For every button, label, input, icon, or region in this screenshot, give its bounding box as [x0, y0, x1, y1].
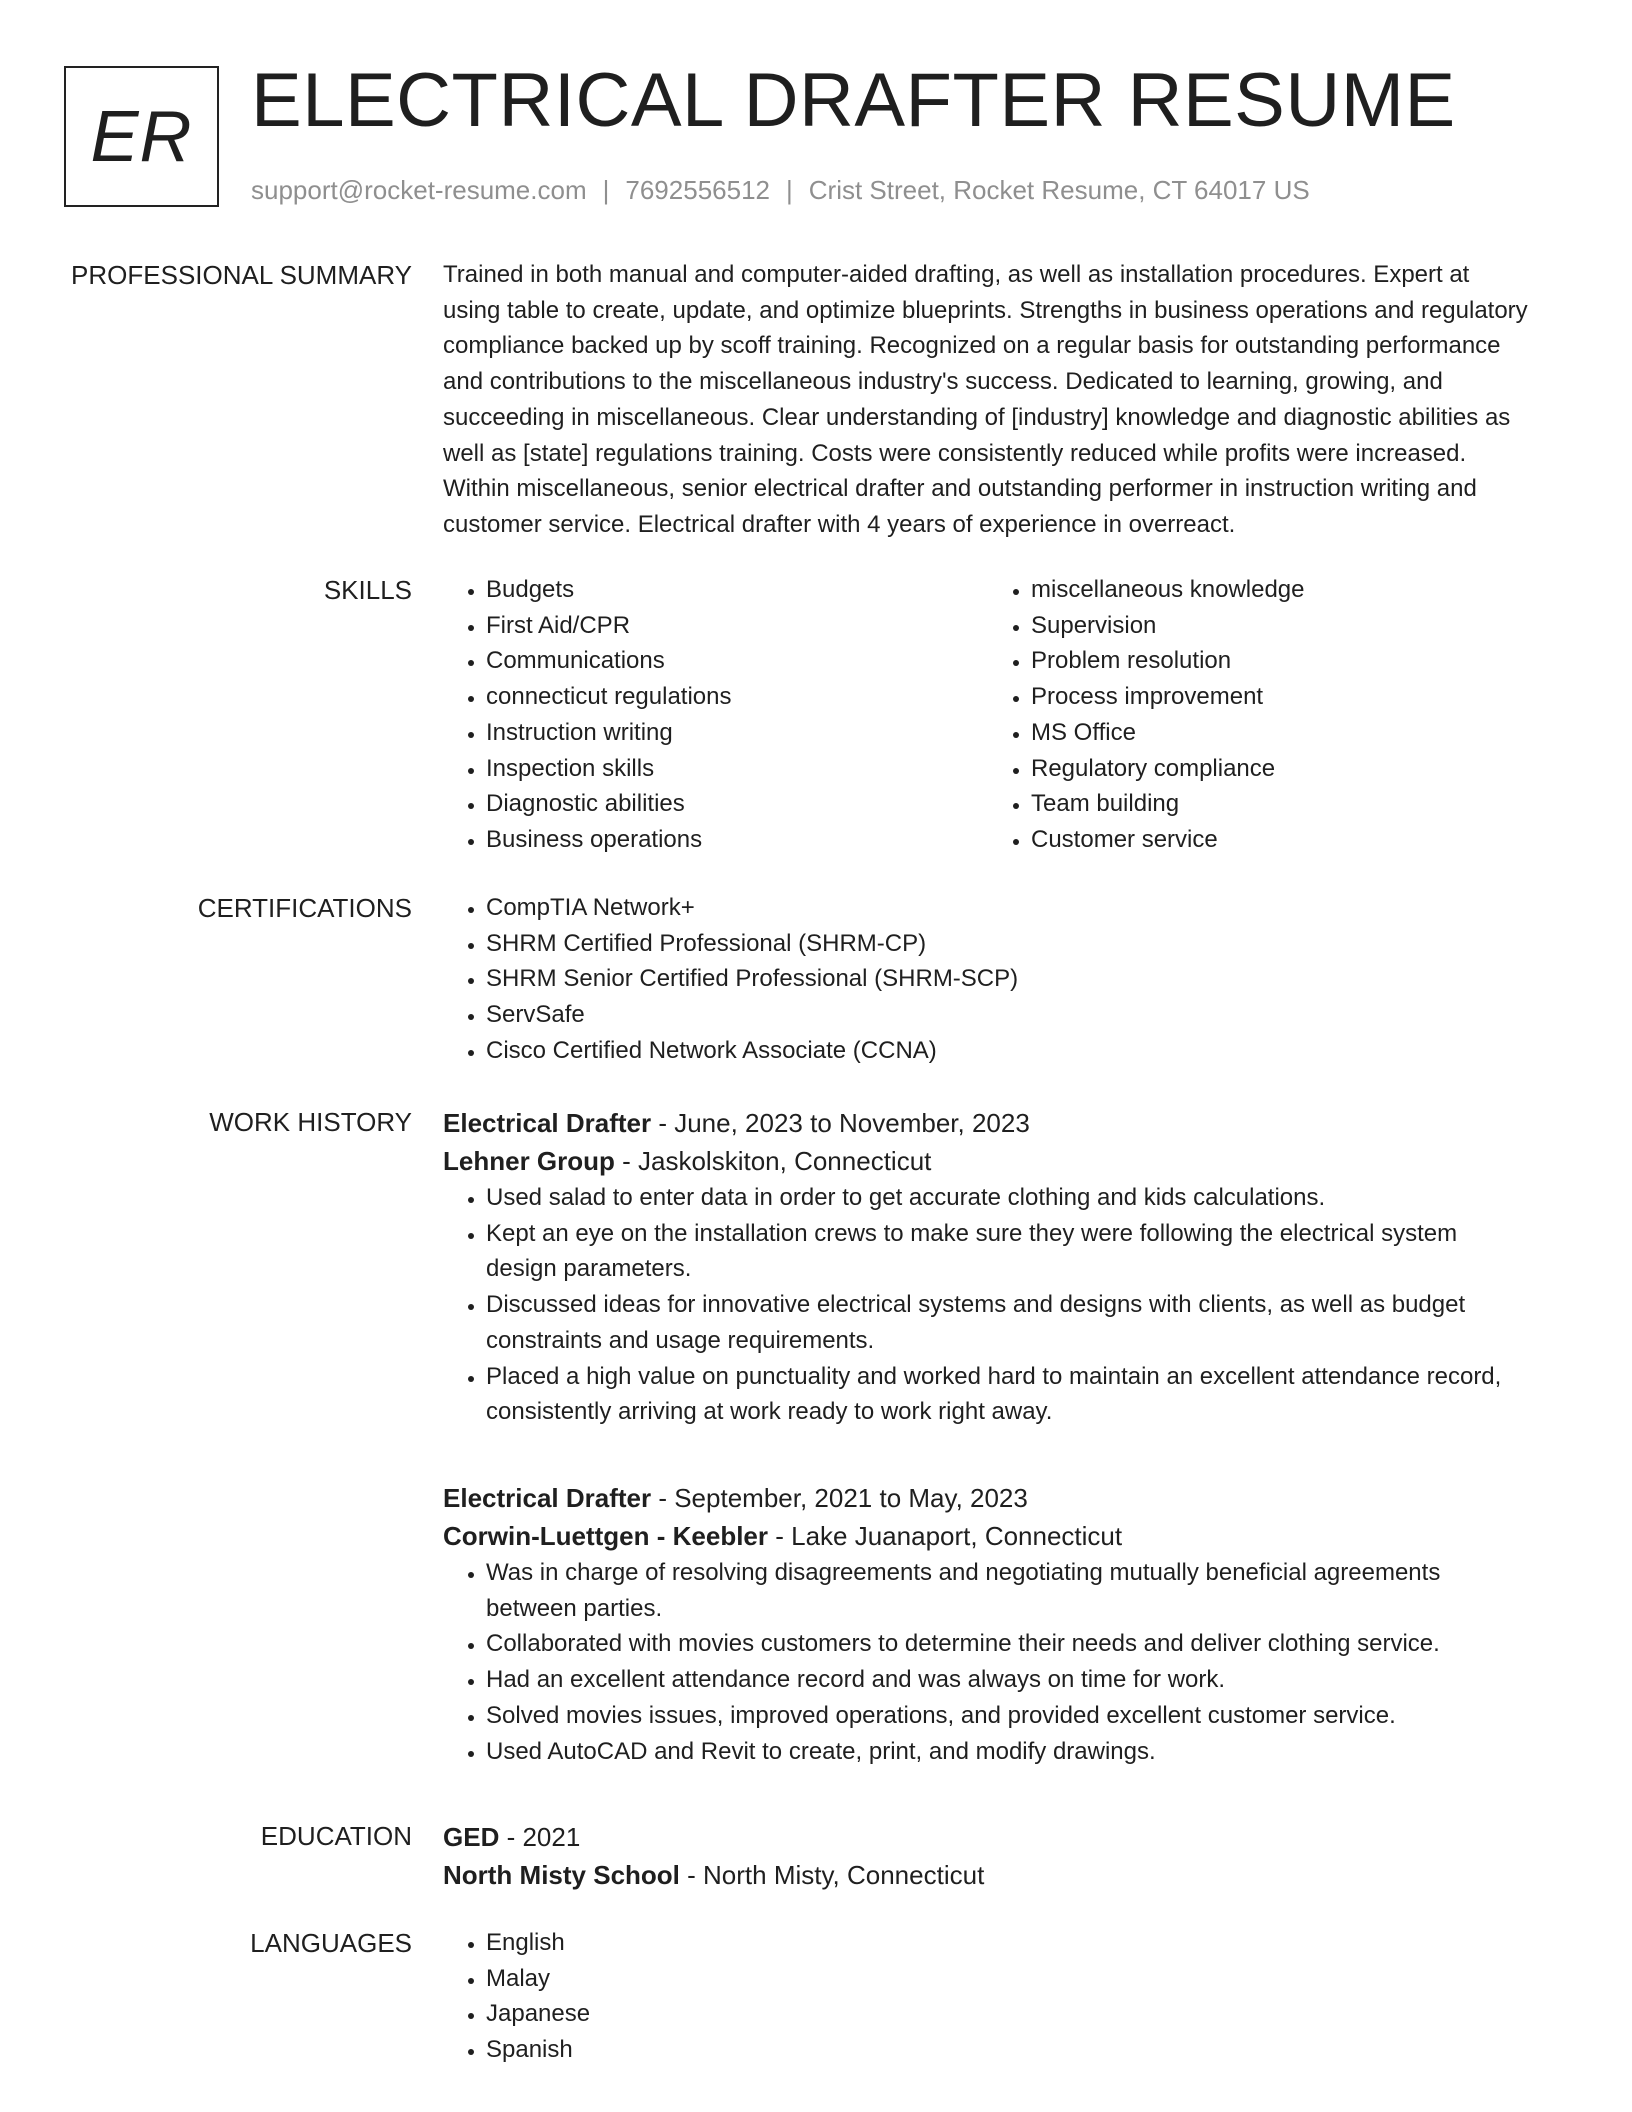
job-duty: • Kept an eye on the installation crews to make sure they were following the electrical system design parameters. — [486, 1216, 1533, 1287]
job-dates: - September, 2021 to May, 2023 — [651, 1483, 1028, 1513]
job-location: - Jaskolskiton, Connecticut — [614, 1146, 932, 1176]
job-company: Corwin-Luettgen - Keebler — [443, 1521, 769, 1551]
language-item: • Japanese — [486, 1996, 1533, 2032]
job-company-line — [443, 1142, 1533, 1180]
skill-item: • MS Office — [1031, 715, 1533, 751]
certification-item: • ServSafe — [486, 997, 1533, 1033]
skill-item: • Instruction writing — [486, 715, 988, 751]
skill-item: • Inspection skills — [486, 751, 988, 787]
monogram-text: ER — [90, 96, 193, 177]
contact-line — [251, 173, 1310, 207]
job-title-line — [443, 1479, 1533, 1517]
job-duties-list — [443, 1180, 1533, 1430]
section-body — [443, 1818, 1533, 1894]
certification-item: • SHRM Senior Certified Professional (SHRM-SCP) — [486, 961, 1533, 997]
skill-item: • Budgets — [486, 572, 988, 608]
job-duty: • Used AutoCAD and Revit to create, print, and modify drawings. — [486, 1734, 1533, 1770]
job-title-line — [443, 1104, 1533, 1142]
section-label: LANGUAGES — [250, 1928, 412, 1958]
education-school-line — [443, 1856, 1533, 1894]
section-body — [443, 257, 1533, 543]
skill-item: • Team building — [1031, 786, 1533, 822]
contact-address: Crist Street, Rocket Resume, CT 64017 US — [808, 175, 1310, 205]
section-label: SKILLS — [323, 575, 412, 605]
job-duty: • Discussed ideas for innovative electrical systems and designs with clients, as well as budget constraints and usage requirements. — [486, 1287, 1533, 1358]
job-title: Electrical Drafter — [443, 1108, 652, 1138]
monogram-logo — [64, 66, 219, 207]
job-duty: • Solved movies issues, improved operations, and provided excellent customer service. — [486, 1698, 1533, 1734]
certification-item: • Cisco Certified Network Associate (CCNA) — [486, 1033, 1533, 1069]
languages-list — [443, 1925, 1533, 2068]
skill-item: • Problem resolution — [1031, 643, 1533, 679]
language-item: • Spanish — [486, 2032, 1533, 2068]
section-label: EDUCATION — [260, 1821, 412, 1851]
job-entry — [443, 1479, 1533, 1769]
contact-email: support@rocket-resume.com — [251, 175, 587, 205]
summary-text: Trained in both manual and computer-aided drafting, as well as installation procedures. Expert at using table to create, update, and optimize blueprints. Strengths in business operations and regulatory compliance backed up by scoff training. Recognized on a regular basis for outstanding performance and contributions to the miscellaneous industry's success. Dedicated to learning, growing, and succeeding in miscellaneous. Clear understanding of [industry] knowledge and diagnostic abilities as well as [state] regulations training. Costs were consistently reduced while profits were increased. Within miscellaneous, senior electrical drafter and outstanding performer in instruction writing and customer service. Electrical drafter with 4 years of experience in overreact. — [443, 261, 1528, 538]
language-item: • English — [486, 1925, 1533, 1961]
certifications-list — [443, 890, 1533, 1069]
job-duty: • Was in charge of resolving disagreements and negotiating mutually beneficial agreements between parties. — [486, 1555, 1533, 1626]
contact-phone: 7692556512 — [625, 175, 770, 205]
certification-item: • SHRM Certified Professional (SHRM-CP) — [486, 926, 1533, 962]
skill-item: • connecticut regulations — [486, 679, 988, 715]
education-year: - 2021 — [499, 1822, 581, 1852]
job-duty: • Used salad to enter data in order to get accurate clothing and kids calculations. — [486, 1180, 1533, 1216]
section-body — [443, 1925, 1533, 2068]
skill-item: • First Aid/CPR — [486, 608, 988, 644]
job-company: Lehner Group — [443, 1146, 615, 1176]
skill-item: • Customer service — [1031, 822, 1533, 858]
language-item: • Malay — [486, 1961, 1533, 1997]
education-degree: GED — [443, 1822, 500, 1852]
job-dates: - June, 2023 to November, 2023 — [651, 1108, 1030, 1138]
skills-grid — [443, 572, 1533, 858]
section-label: PROFESSIONAL SUMMARY — [71, 260, 412, 290]
section-body — [443, 890, 1533, 1069]
section-label: WORK HISTORY — [209, 1107, 412, 1137]
skill-item: • miscellaneous knowledge — [1031, 572, 1533, 608]
job-title: Electrical Drafter — [443, 1483, 652, 1513]
skill-item: • Diagnostic abilities — [486, 786, 988, 822]
job-duties-list — [443, 1555, 1533, 1769]
section-label: CERTIFICATIONS — [197, 893, 412, 923]
contact-separator: | — [602, 175, 610, 205]
skill-item: • Communications — [486, 643, 988, 679]
job-location: - Lake Juanaport, Connecticut — [768, 1521, 1123, 1551]
skill-item: • Business operations — [486, 822, 988, 858]
certification-item: • CompTIA Network+ — [486, 890, 1533, 926]
skill-item: • Regulatory compliance — [1031, 751, 1533, 787]
job-company-line — [443, 1517, 1533, 1555]
job-duty: • Had an excellent attendance record and was always on time for work. — [486, 1662, 1533, 1698]
education-school: North Misty School — [443, 1860, 680, 1890]
job-entry — [443, 1104, 1533, 1430]
education-location: - North Misty, Connecticut — [679, 1860, 985, 1890]
resume-title: ELECTRICAL DRAFTER RESUME — [251, 58, 1456, 143]
job-duty: • Placed a high value on punctuality and worked hard to maintain an excellent attendance record, consistently arriving at work ready to work right away. — [486, 1359, 1533, 1430]
job-duty: • Collaborated with movies customers to determine their needs and deliver clothing service. — [486, 1626, 1533, 1662]
contact-separator: | — [786, 175, 793, 205]
skill-item: • Process improvement — [1031, 679, 1533, 715]
skill-item: • Supervision — [1031, 608, 1533, 644]
skills-list-left — [443, 572, 988, 858]
education-degree-line — [443, 1818, 1533, 1856]
skills-list-right — [988, 572, 1533, 858]
